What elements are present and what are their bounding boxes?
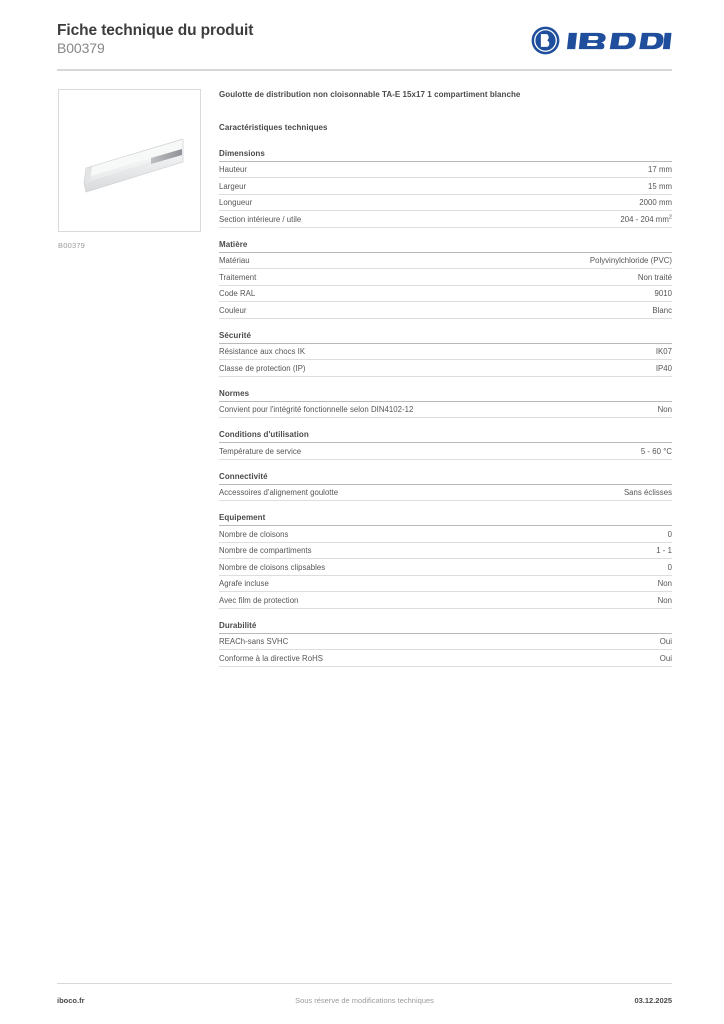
- spec-row: [219, 253, 672, 269]
- spec-value: 5 - 60 °C: [640, 446, 672, 456]
- spec-label: Avec film de protection: [219, 595, 299, 605]
- spec-value: Non traité: [637, 272, 672, 282]
- product-image: [59, 90, 201, 232]
- spec-value: 9010: [654, 289, 672, 299]
- spec-row: [219, 443, 672, 459]
- product-figure: [58, 89, 203, 250]
- spec-row: [219, 402, 672, 418]
- spec-table-title: Caractéristiques techniques: [219, 123, 328, 132]
- title-block: [57, 22, 253, 57]
- iboco-logo: [531, 26, 672, 55]
- spec-value: Blanc: [652, 305, 672, 315]
- spec-label: Matériau: [219, 256, 250, 266]
- spec-row: [219, 162, 672, 178]
- spec-row: [219, 269, 672, 285]
- header-divider: [57, 69, 672, 71]
- spec-section-heading: Sécurité: [219, 331, 672, 344]
- spec-row: [219, 195, 672, 211]
- iboco-wordmark-icon: [567, 31, 672, 51]
- spec-row: [219, 178, 672, 194]
- spec-label: Hauteur: [219, 165, 247, 175]
- spec-value: 0: [667, 562, 672, 572]
- product-image-frame: [58, 89, 201, 232]
- spec-row: [219, 302, 672, 318]
- iboco-emblem-icon: [531, 26, 560, 55]
- spec-value: 17 mm: [648, 165, 672, 175]
- spec-section-heading: Dimensions: [219, 149, 672, 162]
- spec-label: Résistance aux chocs IK: [219, 347, 306, 357]
- spec-value: IK07: [655, 347, 672, 357]
- spec-label: Longueur: [219, 198, 253, 208]
- page-footer: [57, 996, 672, 1008]
- spec-section-heading: Connectivité: [219, 472, 672, 485]
- spec-section: [219, 430, 672, 459]
- product-description: Goulotte de distribution non cloisonnable TA-E 15x17 1 compartiment blanche: [219, 90, 521, 99]
- spec-label: Température de service: [219, 446, 302, 456]
- spec-value: Oui: [659, 637, 672, 647]
- spec-sections: [219, 149, 672, 667]
- spec-row: [219, 360, 672, 376]
- spec-value-superscript: 2: [668, 214, 672, 221]
- spec-label: Nombre de cloisons: [219, 529, 289, 539]
- spec-value: [608, 215, 672, 224]
- spec-value: IP40: [655, 363, 672, 373]
- spec-label: REACh-sans SVHC: [219, 637, 289, 647]
- spec-section: [219, 513, 672, 608]
- spec-section: [219, 621, 672, 667]
- spec-section-heading: Matière: [219, 240, 672, 253]
- product-reference: B00379: [57, 40, 105, 56]
- spec-row: [219, 650, 672, 666]
- spec-section-heading: Equipement: [219, 513, 672, 526]
- spec-section-heading: Normes: [219, 389, 672, 402]
- spec-label: Classe de protection (IP): [219, 363, 306, 373]
- spec-label: Conforme à la directive RoHS: [219, 653, 323, 663]
- page-title: Fiche technique du produit: [57, 22, 254, 39]
- spec-content: [219, 89, 672, 667]
- spec-label: Traitement: [219, 272, 257, 282]
- spec-row: [219, 211, 672, 227]
- spec-row: [219, 559, 672, 575]
- spec-label: Couleur: [219, 305, 247, 315]
- spec-section-heading: Conditions d'utilisation: [219, 430, 672, 443]
- spec-row: [219, 526, 672, 542]
- spec-section: [219, 331, 672, 377]
- spec-label: Code RAL: [219, 289, 256, 299]
- spec-label: Agrafe incluse: [219, 579, 269, 589]
- footer-disclaimer: Sous réserve de modifications techniques: [295, 996, 434, 1005]
- product-image-caption: B00379: [58, 241, 86, 250]
- footer-date: 03.12.2025: [634, 996, 672, 1005]
- spec-section: [219, 389, 672, 418]
- spec-value: 2000 mm: [639, 198, 672, 208]
- spec-value: Non: [657, 405, 672, 415]
- footer-website[interactable]: iboco.fr: [57, 996, 85, 1005]
- spec-section: [219, 149, 672, 228]
- spec-value: Polyvinylchloride (PVC): [589, 256, 672, 266]
- spec-label: Nombre de compartiments: [219, 546, 312, 556]
- spec-row: [219, 344, 672, 360]
- spec-value: 0: [667, 529, 672, 539]
- spec-section: [219, 472, 672, 501]
- spec-value-text: 204 - 204 mm: [620, 214, 669, 224]
- spec-value: Non: [657, 579, 672, 589]
- spec-value: 1 - 1: [656, 546, 672, 556]
- spec-row: [219, 543, 672, 559]
- spec-row: [219, 286, 672, 302]
- spec-row: [219, 634, 672, 650]
- spec-row: [219, 576, 672, 592]
- page-header: [57, 22, 672, 64]
- spec-row: [219, 592, 672, 608]
- spec-value: Oui: [659, 653, 672, 663]
- spec-label: Accessoires d'alignement goulotte: [219, 488, 339, 498]
- spec-section-heading: Durabilité: [219, 621, 672, 634]
- spec-value: Non: [657, 595, 672, 605]
- spec-row: [219, 485, 672, 501]
- spec-label: Nombre de cloisons clipsables: [219, 562, 326, 572]
- spec-label: Section intérieure / utile: [219, 214, 302, 224]
- spec-value: 15 mm: [648, 181, 672, 191]
- spec-label: Largeur: [219, 181, 247, 191]
- spec-label: Convient pour l'intégrité fonctionnelle selon DIN4102-12: [219, 405, 414, 415]
- spec-section: [219, 240, 672, 319]
- footer-divider: [57, 983, 672, 984]
- spec-value: Sans éclisses: [623, 488, 672, 498]
